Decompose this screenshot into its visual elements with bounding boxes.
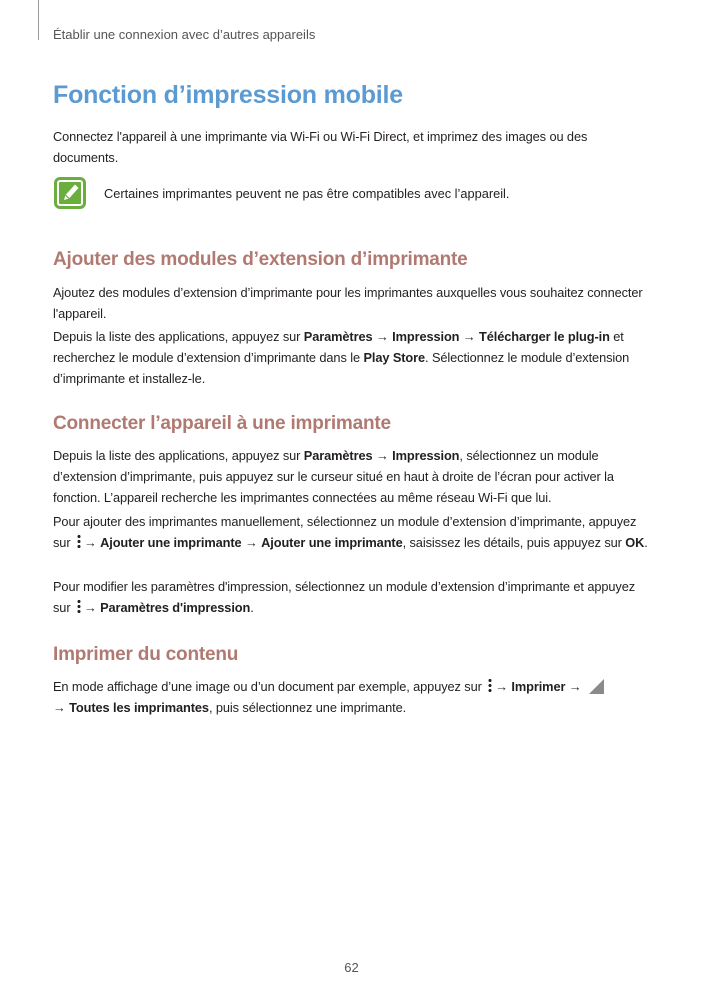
note-pencil-icon: [53, 176, 87, 210]
menu-path-parametres-impression: Paramètres d'impression: [100, 600, 251, 615]
page-number: 62: [344, 960, 359, 975]
ok-label: OK: [625, 535, 645, 550]
menu-path-impression: Impression: [392, 448, 460, 463]
dropdown-triangle-icon: [588, 678, 605, 695]
menu-path-telecharger-plugin: Télécharger le plug-in: [479, 329, 610, 344]
section-heading-plugins: Ajouter des modules d’extension d’imprimante: [53, 249, 468, 270]
more-options-icon: [77, 599, 81, 614]
page-title: Fonction d’impression mobile: [53, 81, 403, 109]
print-paragraph: En mode affichage d’une image ou d’un document par exemple, appuyez sur → Imprimer → → Toutes les imprimantes, puis sélectionnez une imprimante.: [53, 676, 649, 718]
connect-paragraph-2: Pour ajouter des imprimantes manuellement, sélectionnez un module d’extension d’imprimante, appuyez sur → Ajouter une imprimante → Ajouter une imprimante, saisissez les détails, puis appuyez sur OK.: [53, 514, 648, 550]
plugins-paragraph-2: Depuis la liste des applications, appuyez sur Paramètres → Impression → Télécharger le plug-in et recherchez le module d’extension d’imprimante dans le Play Store. Sélectionnez le module d’extension d’imprimante et installez-le.: [53, 329, 630, 386]
connect-paragraph-1: Depuis la liste des applications, appuyez sur Paramètres → Impression, sélectionnez un module d’extension d’imprimante, puis appuyez sur le curseur situé en haut à droite de l’écran pour activer la fonction. L’appareil recherche les imprimantes connectées au même réseau Wi-Fi que lui.: [53, 448, 614, 505]
header-rule: [38, 0, 39, 40]
menu-path-ajouter-imprimante-2: Ajouter une imprimante: [261, 535, 403, 550]
intro-paragraph: Connectez l'appareil à une imprimante via Wi-Fi ou Wi-Fi Direct, et imprimez des images ou des documents.: [53, 129, 588, 165]
menu-path-imprimer: Imprimer: [511, 679, 566, 694]
menu-path-parametres: Paramètres: [303, 329, 373, 344]
section-heading-print: Imprimer du contenu: [53, 644, 239, 665]
note-text: Certaines imprimantes peuvent ne pas être compatibles avec l’appareil.: [104, 186, 510, 201]
play-store-label: Play Store: [363, 350, 426, 365]
connect-paragraph-3: Pour modifier les paramètres d'impression, sélectionnez un module d’extension d’imprimante et appuyez sur → Paramètres d'impression.: [53, 579, 636, 615]
menu-path-impression: Impression: [392, 329, 460, 344]
menu-path-parametres: Paramètres: [303, 448, 373, 463]
more-options-icon: [488, 678, 492, 693]
menu-path-ajouter-imprimante: Ajouter une imprimante: [100, 535, 242, 550]
menu-path-toutes-imprimantes: Toutes les imprimantes: [69, 700, 209, 715]
running-header: Établir une connexion avec d’autres appareils: [53, 27, 316, 42]
section-heading-connect: Connecter l’appareil à une imprimante: [53, 413, 391, 434]
plugins-paragraph-1: Ajoutez des modules d’extension d’imprimante pour les imprimantes auxquelles vous souhaitez connecter l'appareil.: [53, 285, 643, 321]
more-options-icon: [77, 534, 81, 549]
